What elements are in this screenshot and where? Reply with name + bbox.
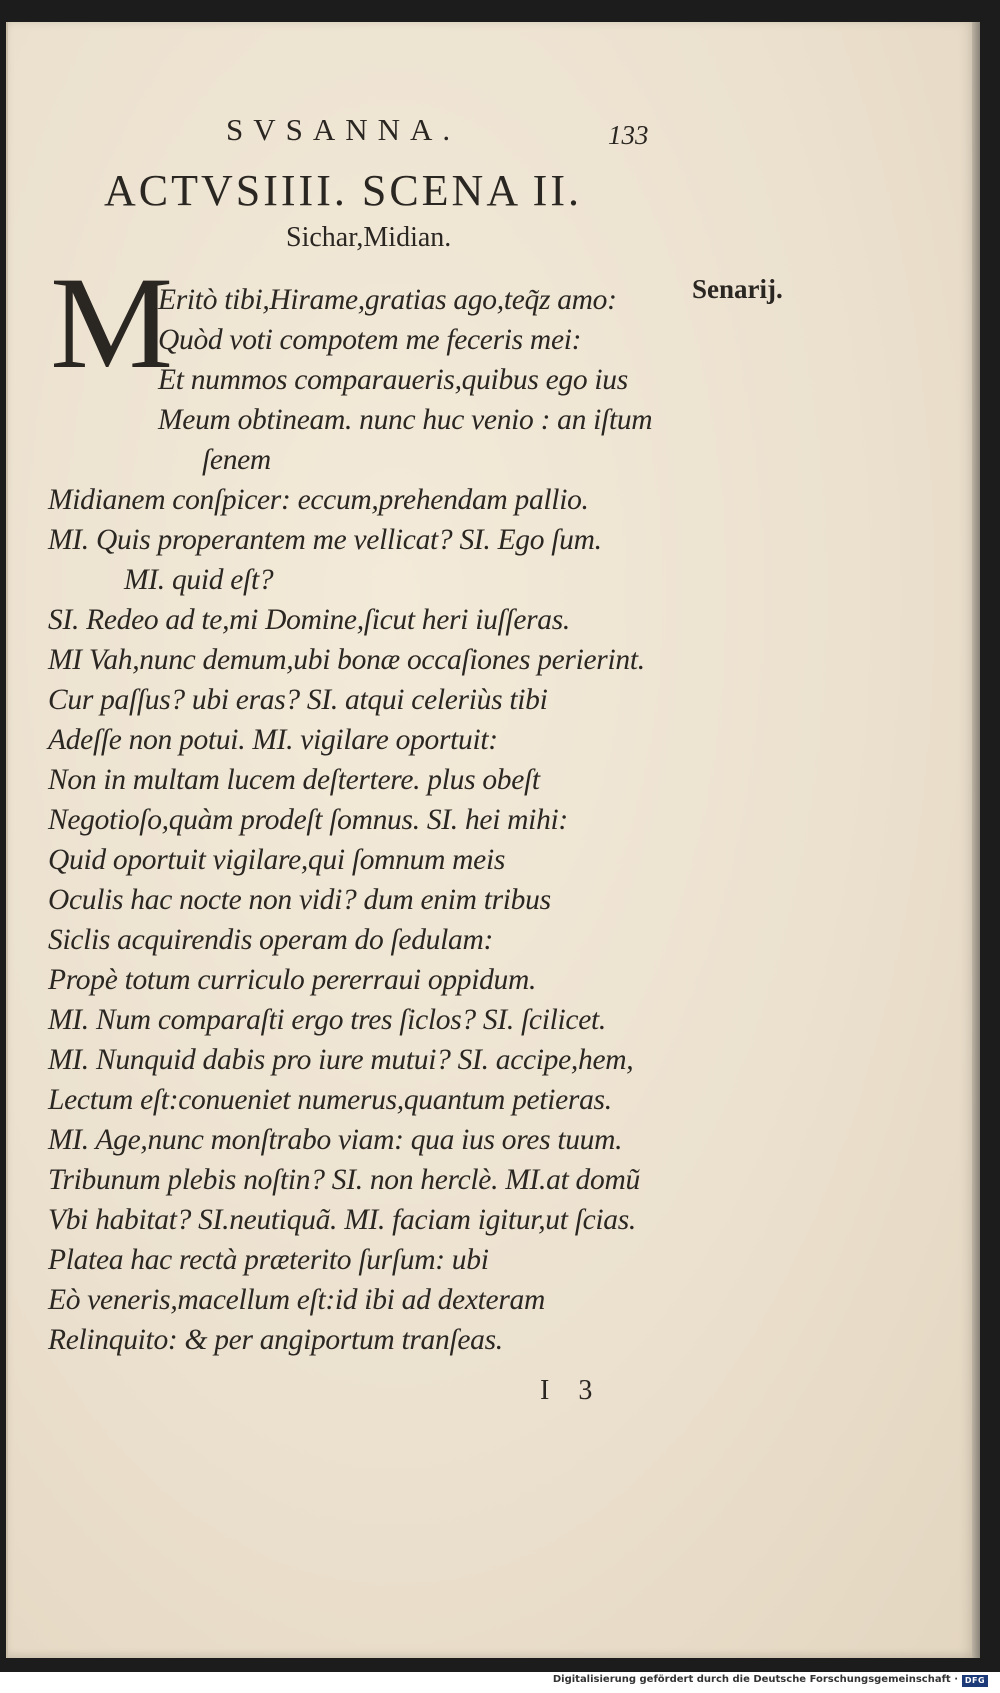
verse-line: Meum obtineam. nunc huc venio : an iſtum <box>158 404 653 436</box>
verse-line: ſenem <box>202 444 271 476</box>
page-number: 133 <box>608 120 649 150</box>
verse-line: Eò veneris,macellum eſt:id ibi ad dexteram <box>48 1284 545 1316</box>
verse-line: Relinquito: & per angiportum tranſeas. <box>48 1324 503 1356</box>
verse-line: Negotioſo,quàm prodeſt ſomnus. SI. hei mihi: <box>48 804 568 836</box>
running-head: SVSANNA. <box>226 112 461 147</box>
verse-line: Lectum eſt:conueniet numerus,quantum petieras. <box>48 1084 612 1116</box>
verse-line: Cur paſſus? ubi eras? SI. atqui celeriùs tibi <box>48 684 548 716</box>
verse-line: SI. Redeo ad te,mi Domine,ſicut heri iuſſeras. <box>48 604 571 636</box>
act-heading: ACTVSIIII. SCENA II. <box>104 166 582 215</box>
drop-capital: M <box>50 249 174 396</box>
verse-line: Eritò tibi,Hirame,gratias ago,teq̃z amo: <box>158 284 617 316</box>
verse-line: Et nummos comparaueris,quibus ego ius <box>158 364 628 396</box>
verse-line: Vbi habitat? SI.neutiquã. MI. faciam igitur,ut ſcias. <box>48 1204 636 1236</box>
verse-line: MI. quid eſt? <box>124 564 274 596</box>
verse-line: MI. Num comparaſti ergo tres ſiclos? SI. ſcilicet. <box>48 1004 606 1036</box>
verse-line: MI Vah,nunc demum,ubi bonæ occaſiones perierint. <box>48 644 645 676</box>
margin-note: Senarij. <box>692 274 783 304</box>
verse-line: Propè totum curriculo pererraui oppidum. <box>48 964 537 996</box>
verse-line: Siclis acquirendis operam do ſedulam: <box>48 924 493 956</box>
verse-line: Oculis hac nocte non vidi? dum enim tribus <box>48 884 551 916</box>
funding-credit: Digitalisierung gefördert durch die Deutsche Forschungsgemeinschaft · <box>552 1674 958 1685</box>
verse-line: Non in multam lucem deſtertere. plus obeſt <box>48 764 540 796</box>
page-edge <box>972 22 980 1658</box>
verse-line: MI. Quis properantem me vellicat? SI. Ego ſum. <box>48 524 602 556</box>
dfg-logo-icon[interactable]: DFG <box>962 1675 988 1687</box>
verse-line: MI. Age,nunc monſtrabo viam: qua ius ores tuum. <box>48 1124 623 1156</box>
verse-line: MI. Nunquid dabis pro iure mutui? SI. accipe,hem, <box>48 1044 634 1076</box>
verse-line: Quòd voti compotem me feceris mei: <box>158 324 582 356</box>
verse-line: Tribunum plebis noſtin? SI. non herclè. MI.at domũ <box>48 1164 640 1196</box>
signature-mark: I 3 <box>540 1375 593 1406</box>
verse-line: Platea hac rectà præterito ſurſum: ubi <box>48 1244 489 1276</box>
verse-line: Midianem conſpicer: eccum,prehendam pallio. <box>48 484 589 516</box>
verse-line: Quid oportuit vigilare,qui ſomnum meis <box>48 844 506 876</box>
dramatis-personae: Sichar,Midian. <box>286 222 452 253</box>
verse-line: Adeſſe non potui. MI. vigilare oportuit: <box>48 724 498 756</box>
